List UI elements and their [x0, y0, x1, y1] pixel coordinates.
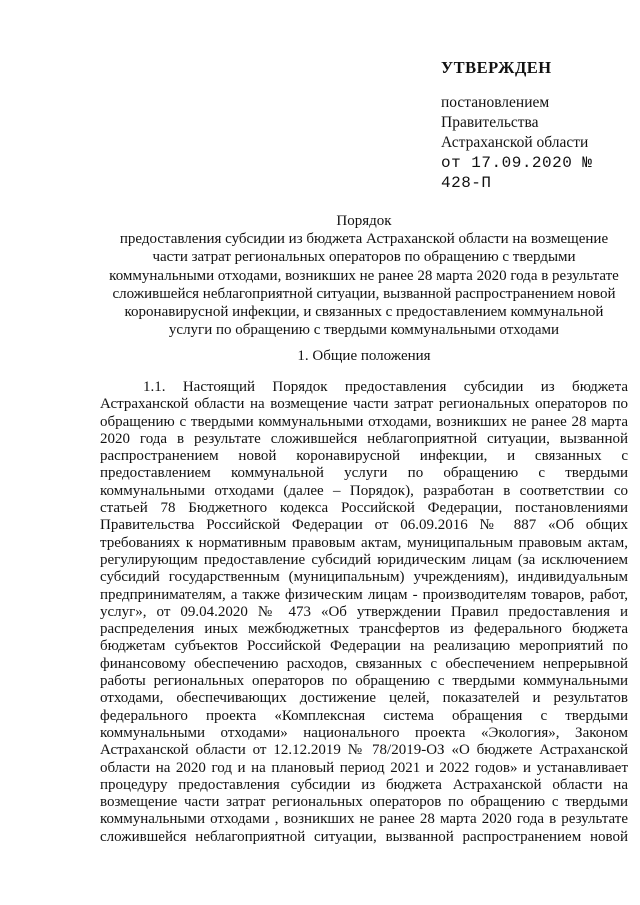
- approval-stamp: [441, 58, 640, 193]
- paragraph-line: обращению с твердыми коммунальными отходами, возникших не ранее 28 марта: [100, 413, 628, 430]
- paragraph-line: коммунальными отходами , возникших не ранее 28 марта 2020 года в результате: [100, 811, 628, 828]
- paragraph-line: предпринимателям, а также физическим лицам - производителям товаров, работ,: [100, 586, 628, 603]
- paragraph-line: услуг», от 09.04.2020 № 473 «Об утверждении Правил предоставления и: [100, 603, 628, 620]
- paragraph-line: финансовому обеспечению расходов, связанных с обеспечением непрерывной: [100, 655, 628, 672]
- paragraph-line: возмещение части затрат региональных операторов по обращению с твердыми: [100, 794, 628, 811]
- title-line: коронавирусной инфекции, и связанных с предоставлением коммунальной: [124, 304, 604, 321]
- paragraph-line: 2020 года в результате сложившейся неблагоприятной ситуации, вызванной: [100, 430, 628, 447]
- paragraph-line: распространением новой коронавирусной инфекции, и связанных с: [100, 448, 628, 465]
- document-title: [100, 212, 628, 339]
- paragraph-line: работы региональных операторов по обращению с твердыми коммунальными: [100, 673, 628, 690]
- approval-line-1: постановлением: [441, 94, 550, 111]
- paragraph-line: бюджетам субъектов Российской Федерации на реализацию мероприятий по: [100, 638, 628, 655]
- approval-line-2: Правительства: [441, 114, 539, 131]
- title-line: Порядок: [336, 213, 392, 229]
- paragraph-line: 1.1. Настоящий Порядок предоставления субсидии из бюджета: [143, 379, 628, 395]
- paragraph-line: Астраханской области на возмещение части затрат региональных операторов по: [100, 396, 628, 413]
- paragraph-line: процедуру предоставления субсидии из бюджета Астраханской области на: [100, 776, 628, 793]
- paragraph-line: регулирующим предоставление субсидий юридическим лицам (за исключением: [100, 551, 628, 568]
- section-heading: 1. Общие положения: [297, 348, 431, 364]
- approval-heading: УТВЕРЖДЕН: [441, 58, 552, 77]
- paragraph-line: Правительства Российской Федерации от 06.09.2016 № 887 «Об общих: [100, 517, 628, 534]
- paragraph-line: требованиях к нормативным правовым актам, муниципальным правовым актам,: [100, 534, 628, 551]
- paragraph-line: Астраханской области от 12.12.2019 № 78/2019-ОЗ «О бюджете Астраханской: [100, 742, 628, 759]
- approval-date-line: от 17.09.2020 № 428-П: [441, 154, 593, 192]
- paragraph-line: субсидий государственным (муниципальным) учреждениям), индивидуальным: [100, 569, 628, 586]
- title-line: услуги по обращению с твердыми коммунальными отходами: [168, 322, 560, 339]
- title-line: предоставления субсидии из бюджета Астраханской области на возмещение: [119, 231, 609, 248]
- title-line: части затрат региональных операторов по обращению с твердыми: [152, 249, 576, 266]
- paragraph-line: федерального проекта «Комплексная система обращения с твердыми: [100, 707, 628, 724]
- title-line: коммунальными отходами, возникших не ранее 28 марта 2020 года в результате: [109, 267, 619, 284]
- paragraph-line: коммунальными отходами» национального проекта «Экология», Законом: [100, 724, 628, 741]
- paragraph-line: предоставлением коммунальной услуги по обращению с твердыми: [100, 465, 628, 482]
- paragraph-1-1: [100, 379, 628, 846]
- approval-line-3: Астраханской области: [441, 134, 589, 151]
- paragraph-line: коммунальными отходами (далее – Порядок), разработан в соответствии со: [100, 482, 628, 499]
- paragraph-line: сложившейся неблагоприятной ситуации, вызванной распространением новой: [100, 828, 628, 845]
- paragraph-line: области на 2020 год и на плановый период 2021 и 2022 годов» и устанавливает: [100, 759, 628, 776]
- title-line: сложившейся неблагоприятной ситуации, вызванной распространением новой: [112, 285, 616, 302]
- paragraph-line: отходами, обеспечивающих достижение целей, показателей и результатов: [100, 690, 628, 707]
- paragraph-line: статьей 78 Бюджетного кодекса Российской Федерации, постановлениями: [100, 500, 628, 517]
- paragraph-line: распределения иных межбюджетных трансфертов из федерального бюджета: [100, 621, 628, 638]
